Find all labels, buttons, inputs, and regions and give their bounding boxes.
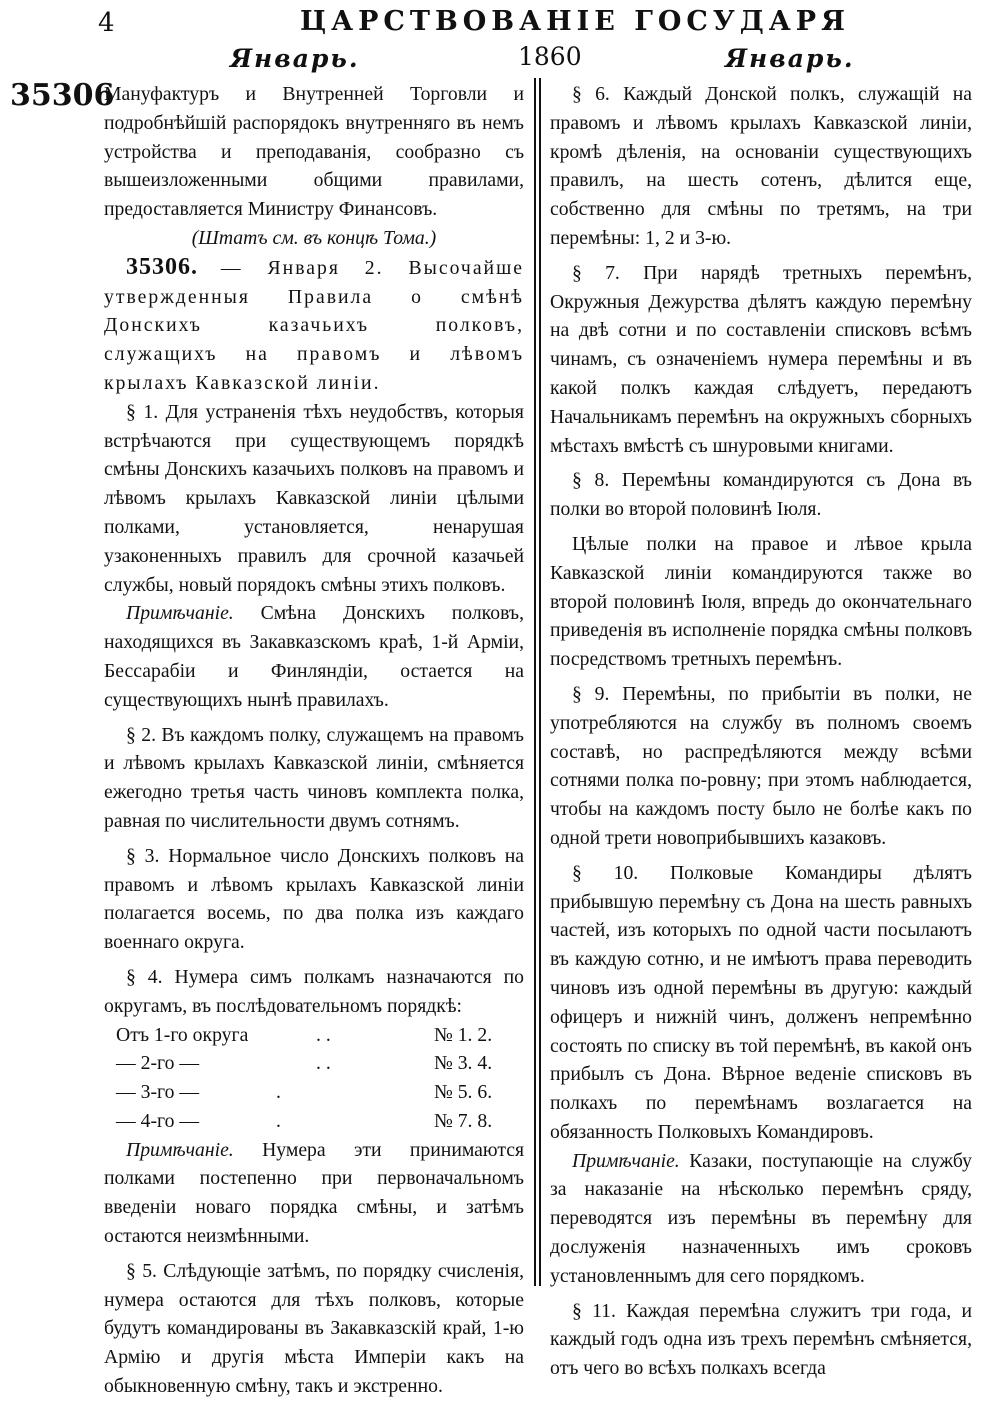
district-row bbox=[116, 1021, 524, 1050]
section-3: § 3. Нормальное число Донскихъ полковъ на правомъ и лѣвомъ крылахъ Кавказской линіи полагается восемь, по два полка изъ каждаго военнаго округа. bbox=[104, 844, 524, 954]
month-left: Январь. bbox=[230, 44, 360, 73]
margin-law-number: 35306 bbox=[10, 78, 115, 113]
section-10: § 10. Полковые Командиры дѣлятъ прибывшую перемѣну съ Дона на шесть равныхъ частей, изъ которыхъ по одной части посылаютъ въ каждую сотню, и не имѣютъ права переводить чиновъ изъ одной перемѣны въ другую: каждый офицеръ и нижній чинъ, долженъ непремѣнно состоять по списку въ той перемѣнѣ, въ какой онъ прибылъ съ Дона. Вѣрное веденіе списковъ въ полкахъ по перемѣнамъ возлагается на обязанность Полковыхъ Командировъ. bbox=[550, 861, 972, 1143]
district-label: — 3-го — bbox=[116, 1081, 200, 1104]
section-9: § 9. Перемѣны, по прибытіи въ полки, не употребляются на службу въ полномъ своемъ составѣ, но распредѣляются между всѣми сотнями полка по-ровну; при этомъ наблюдается, чтобы на каждомъ посту было не болѣе какъ по одной трети новоприбывшихъ казаковъ. bbox=[550, 682, 972, 849]
note-text: Смѣна Донскихъ полковъ, находящихся въ Закавказскомъ краѣ, 1-й Арміи, Бессарабіи и Финляндіи, остается на существующихъ нынѣ правилахъ. bbox=[104, 602, 524, 711]
note-label: Примѣчаніе. bbox=[126, 1138, 234, 1161]
month-right: Январь. bbox=[725, 44, 855, 73]
district-table bbox=[104, 1021, 524, 1136]
page-number: 4 bbox=[98, 8, 115, 38]
note-label: Примѣчаніе. bbox=[126, 602, 234, 625]
running-title: ЦАРСТВОВАНІЕ ГОСУДАРЯ bbox=[300, 6, 850, 37]
district-row bbox=[116, 1049, 524, 1078]
section-2: § 2. Въ каждомъ полку, служащемъ на правомъ и лѣвомъ крылахъ Кавказской линіи, смѣняется ежегодно третья часть чиновъ комплекта полка, равная по числительности двумъ сотнямъ. bbox=[104, 723, 524, 832]
column-divider bbox=[534, 78, 536, 1286]
paragraph-continuation: Мануфактуръ и Внутренней Торговли и подробнѣйшій распорядокъ внутренняго въ немъ устройства и преподаванія, сообразно съ вышеизложенными общими правилами, предоставляется Министру Финансовъ. bbox=[104, 83, 524, 221]
note-label: Примѣчаніе. bbox=[572, 1149, 680, 1172]
section-8-continued: Цѣлые полки на правое и лѣвое крыла Кавказской линіи командируются также во второй половинѣ Іюля, впредь до окончательнаго приведенія въ исполненіе порядка смѣны полковъ посредствомъ третныхъ перемѣнъ. bbox=[550, 532, 972, 671]
column-divider-second bbox=[539, 78, 541, 1286]
law-title-text: — Января 2. Высочайше утвержденныя Правила о смѣнѣ Донскихъ казачьихъ полковъ, служащихъ на правомъ и лѣвомъ крылахъ Кавказской линіи. bbox=[104, 256, 524, 394]
district-dots: . . bbox=[316, 1052, 331, 1075]
note-text: Нумера эти принимаются полками постепенно при первоначальномъ введеніи новаго порядка смѣны, и затѣмъ остаются неизмѣнными. bbox=[104, 1138, 525, 1248]
district-label: Отъ 1-го округа bbox=[116, 1023, 249, 1046]
district-dots: . . bbox=[316, 1023, 331, 1046]
section-7: § 7. При нарядѣ третныхъ перемѣнъ, Окружныя Дежурства дѣлятъ каждую перемѣну на двѣ сотни и по составленіи списковъ всѣмъ чинамъ, съ означеніемъ нумера перемѣны и въ какой полкъ каждая слѣдуетъ, передаютъ Начальникамъ перемѣнъ на окружныхъ сборныхъ мѣстахъ вмѣстѣ съ шнуровыми книгами. bbox=[550, 261, 972, 457]
section-11: § 11. Каждая перемѣна служитъ три года, и каждый годъ одна изъ трехъ перемѣнъ смѣняется, отъ чего во всѣхъ полкахъ всегда bbox=[550, 1299, 972, 1380]
district-numbers: № 7. 8. bbox=[434, 1109, 493, 1132]
year: 1860 bbox=[518, 42, 582, 71]
district-label: — 2-го — bbox=[116, 1052, 200, 1075]
section-1: § 1. Для устраненія тѣхъ неудобствъ, которыя встрѣчаются при существующемъ порядкѣ смѣны Донскихъ казачьихъ полковъ на правомъ и лѣвомъ крылахъ Кавказской линіи цѣлыми полками, установляется, ненарушая узаконенныхъ правилъ для срочной казачьей службы, новый порядокъ смѣны этихъ полковъ. bbox=[104, 400, 524, 596]
section-6: § 6. Каждый Донской полкъ, служащій на правомъ и лѣвомъ крылахъ Кавказской линіи, кромѣ дѣленія, на основаніи существующихъ правилъ, на шесть сотенъ, дѣлится еще, собственно для смѣны по третямъ, на три перемѣны: 1, 2 и 3-ю. bbox=[550, 83, 972, 249]
district-row bbox=[116, 1107, 524, 1136]
section-5: § 5. Слѣдующіе затѣмъ, по порядку счисленія, нумера остаются для тѣхъ полковъ, которые будутъ командированы въ Закавказскій край, 1-ю Армію и другія мѣста Имперіи какъ на обыкновенную смѣну, такъ и экстренно. bbox=[104, 1259, 524, 1398]
note-1 bbox=[104, 599, 524, 714]
law-title bbox=[104, 253, 524, 398]
note-2 bbox=[104, 1136, 524, 1251]
section-8: § 8. Перемѣны командируются съ Дона въ полки во второй половинѣ Іюля. bbox=[550, 469, 972, 521]
district-row bbox=[116, 1078, 524, 1107]
district-dots: . bbox=[276, 1081, 281, 1104]
law-number: 35306. bbox=[126, 253, 198, 280]
note-text: Казаки, поступающіе на службу за наказаніе на нѣсколько перемѣнъ сряду, переводятся изъ перемѣны въ перемѣну для дослуженія назначенныхъ имъ сроковъ установленнымъ для сего порядкомъ. bbox=[550, 1149, 973, 1287]
right-column bbox=[550, 80, 972, 1383]
note-3 bbox=[550, 1147, 972, 1291]
district-numbers: № 5. 6. bbox=[434, 1081, 493, 1104]
staff-note: (Штатъ см. въ концѣ Тома.) bbox=[191, 226, 437, 249]
district-dots: . bbox=[276, 1109, 281, 1132]
section-4: § 4. Нумера симъ полкамъ назначаются по округамъ, въ послѣдовательномъ порядкѣ: bbox=[104, 965, 524, 1017]
district-numbers: № 1. 2. bbox=[434, 1023, 493, 1046]
left-column bbox=[104, 80, 524, 1401]
district-numbers: № 3. 4. bbox=[434, 1052, 493, 1075]
district-label: — 4-го — bbox=[116, 1109, 200, 1132]
